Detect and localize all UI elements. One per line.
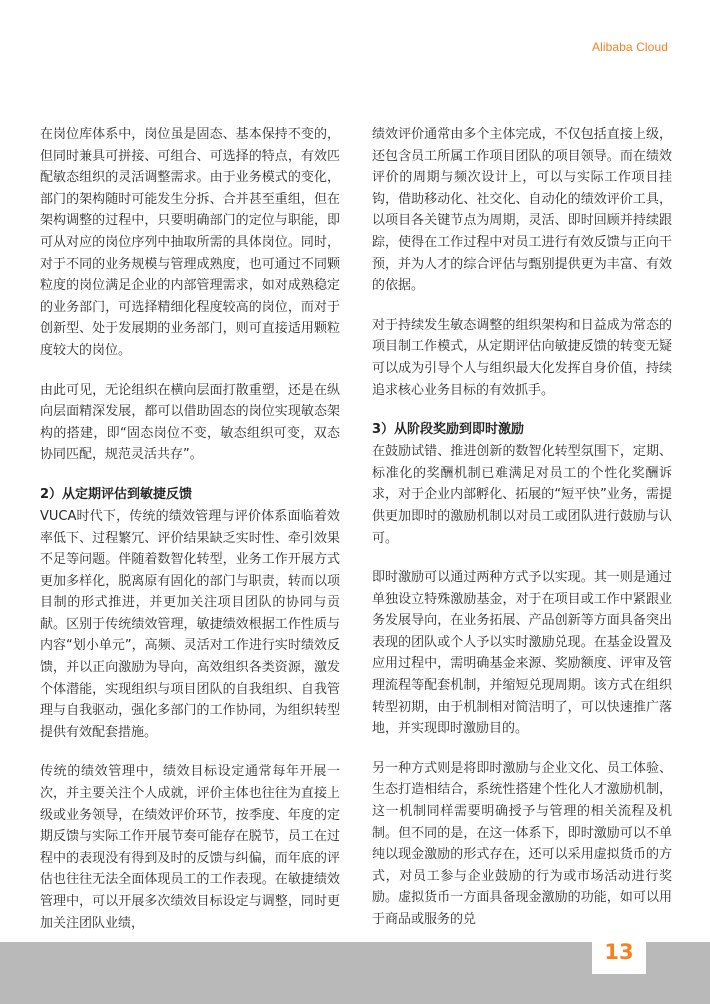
paragraph: 绩效评价通常由多个主体完成，不仅包括直接上级，还包含员工所属工作项目团队的项目领导。而在绩效评价的周期与频次设计上，可以与实际工作项目挂钩，借助移动化、社交化、自动化的绩效评价工具，以项目各关键节点为周期，灵活、即时回顾并持续跟踪，使得在工作过程中对员工进行有效反馈与正向干预，并为人才的综合评估与甄别提供更为丰富、有效的依据。 bbox=[372, 127, 672, 294]
paragraph: 即时激励可以通过两种方式予以实现。其一则是通过单独设立特殊激励基金，对于在项目或工作中紧跟业务发展导向，在业务拓展、产品创新等方面具备突出表现的团队或个人予以实时激励兑现。在基金设置及应用过程中，需明确基金来源、奖励额度、评审及管理流程等配套机制，并缩短兑现周期。该方式在组织转型初期，由于机制相对简洁明了，可以快速推广落地，并实现即时激励目的。 bbox=[372, 570, 672, 737]
paragraph: 在鼓励试错、推进创新的数智化转型氛围下，定期、标准化的奖酬机制已难满足对员工的个性化奖酬诉求，对于企业内部孵化、拓展的“短平快”业务，需提供更加即时的激励机制以对员工或团队进行鼓励与认可。 bbox=[372, 444, 672, 546]
section-heading: 2）从定期评估到敏捷反馈 bbox=[40, 486, 193, 502]
right-column bbox=[372, 124, 672, 949]
section-heading: 3）从阶段奖励到即时激励 bbox=[372, 422, 525, 438]
paragraph: 由此可见，无论组织在横向层面打散重塑，还是在纵向层面精深发展，都可以借助固态的岗位实现敏态架构的搭建，即“固态岗位不变，敏态组织可变，双态协同匹配，规范灵活共存”。 bbox=[40, 382, 340, 463]
paragraph: 对于持续发生敏态调整的组织架构和日益成为常态的项目制工作模式，从定期评估向敏捷反馈的转变无疑可以成为引导个人与组织最大化发挥自身价值，持续追求核心业务目标的有效抓手。 bbox=[372, 317, 672, 398]
page-number: 13 bbox=[604, 940, 634, 964]
brand-logo-text: Alibaba Cloud bbox=[591, 40, 668, 54]
paragraph: VUCA时代下，传统的绩效管理与评价体系面临着效率低下、过程繁冗、评价结果缺乏实时性、牵引效果不足等问题。伴随着数智化转型，业务工作开展方式更加多样化，脱离原有固化的部门与职责，转而以项目制的形式推进，并更加关注项目团队的协同与贡献。区别于传统绩效管理，敏捷绩效根据工作性质与内容“划小单元”，高频、灵活对工作进行实时绩效反馈，并以正向激励为导向，高效组织各类资源，激发个体潜能，实现组织与项目团队的自我组织、自我管理与自我驱动，强化多部门的工作协同，为组织转型提供有效配套措施。 bbox=[40, 508, 340, 740]
paragraph: 另一种方式则是将即时激励与企业文化、员工体验、生态打造相结合，系统性搭建个性化人才激励机制，这一机制同样需要明确授予与管理的相关流程及机制。但不同的是，在这一体系下，即时激励可以不单纯以现金激励的形式存在，还可以采用虚拟货币的方式，对员工参与企业鼓励的行为或市场活动进行奖励。虚拟货币一方面具备现金激励的功能，如可以用于商品或服务的兑 bbox=[372, 760, 672, 927]
left-column bbox=[40, 124, 340, 952]
paragraph: 在岗位库体系中，岗位虽是固态、基本保持不变的，但同时兼具可拼接、可组合、可选择的特点，有效匹配敏态组织的灵活调整需求。由于业务模式的变化，部门的架构随时可能发生分拆、合并甚至重组，但在架构调整的过程中，只要明确部门的定位与职能，即可从对应的岗位序列中抽取所需的具体岗位。同时，对于不同的业务规模与管理成熟度，也可通过不同颗粒度的岗位满足企业的内部管理需求，如对成熟稳定的业务部门，可选择精细化程度较高的岗位，而对于创新型、处于发展期的业务部门，则可直接适用颗粒度较大的岗位。 bbox=[40, 127, 340, 358]
paragraph: 传统的绩效管理中，绩效目标设定通常每年开展一次，并主要关注个人成就，评价主体也往往为直接上级或业务领导，在绩效评价环节，按季度、年度的定期反馈与实际工作开展节奏可能存在脱节，员工在过程中的表现没有得到及时的反馈与纠偏，而年底的评估也往往无法全面体现员工的工作表现。在敏捷绩效管理中，可以开展多次绩效目标设定与调整，同时更加关注团队业绩， bbox=[40, 764, 340, 931]
